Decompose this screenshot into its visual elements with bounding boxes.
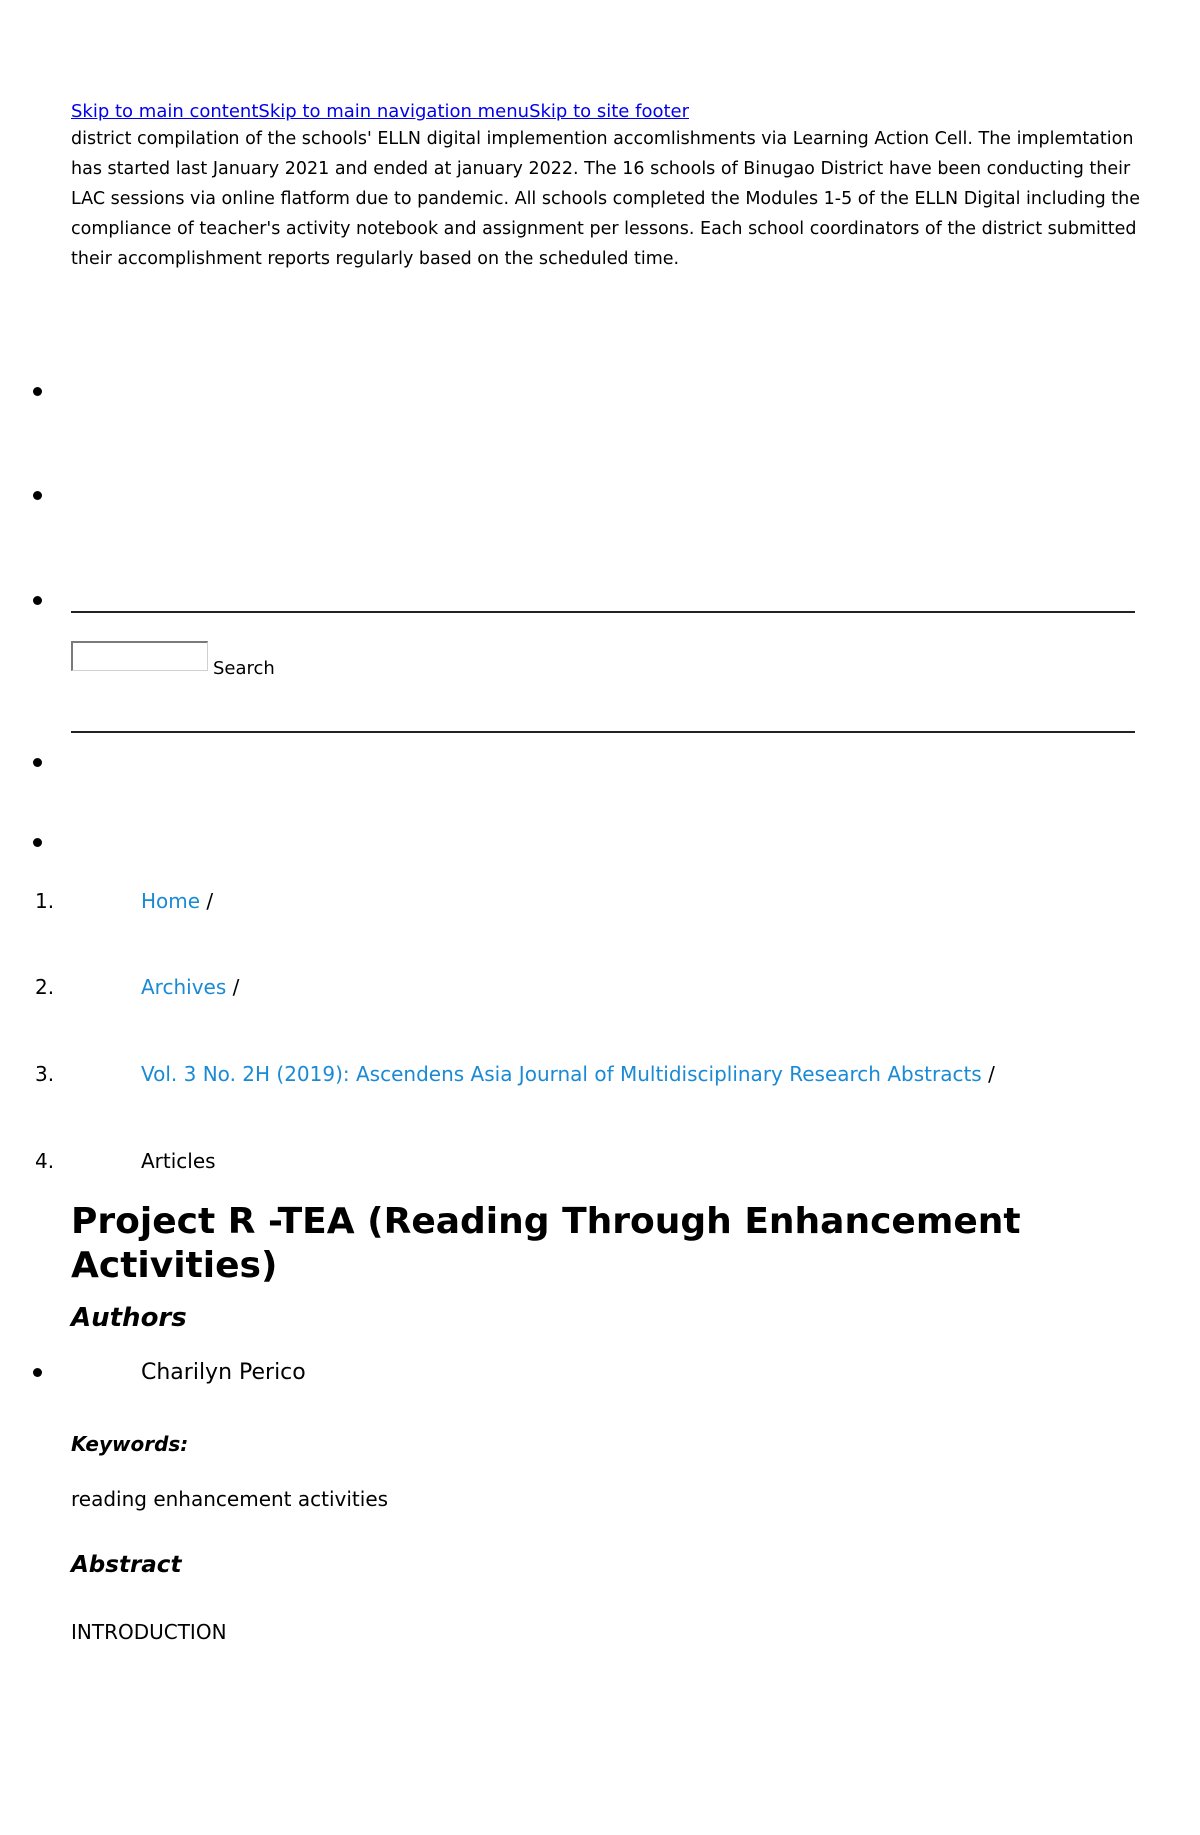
abstract-heading: Abstract xyxy=(71,1552,182,1578)
search-input[interactable] xyxy=(71,641,208,671)
breadcrumb-number: 3. xyxy=(35,1062,55,1086)
breadcrumb-item-issue xyxy=(141,1061,995,1087)
nav-list-bullet xyxy=(33,758,42,767)
search-divider-bottom xyxy=(71,731,1135,733)
keywords-value: reading enhancement activities xyxy=(71,1487,389,1511)
nav-list-bullet xyxy=(33,596,42,605)
breadcrumb-item-home xyxy=(141,888,213,914)
breadcrumb-number: 1. xyxy=(35,889,55,913)
breadcrumb-issue-link[interactable]: Vol. 3 No. 2H (2019): Ascendens Asia Journal of Multidisciplinary Research Abstracts xyxy=(141,1062,982,1086)
nav-list-bullet xyxy=(33,491,42,500)
search-button[interactable]: Search xyxy=(213,658,275,679)
breadcrumb-separator: / xyxy=(232,975,240,999)
author-name: Charilyn Perico xyxy=(141,1360,306,1385)
skip-to-navigation-link[interactable]: Skip to main navigation menu xyxy=(258,101,530,122)
skip-to-footer-link[interactable]: Skip to site footer xyxy=(529,101,689,122)
breadcrumb-home-link[interactable]: Home xyxy=(141,889,201,913)
nav-list-bullet xyxy=(33,838,42,847)
abstract-body: INTRODUCTION xyxy=(71,1620,227,1644)
keywords-heading: Keywords: xyxy=(71,1432,189,1456)
search-divider-top xyxy=(71,611,1135,613)
breadcrumb-number: 4. xyxy=(35,1149,55,1173)
authors-heading: Authors xyxy=(71,1303,187,1333)
nav-list-bullet xyxy=(33,387,42,396)
author-list-bullet xyxy=(33,1368,42,1377)
breadcrumb-archives-link[interactable]: Archives xyxy=(141,975,227,999)
skip-links xyxy=(71,100,689,124)
intro-paragraph: district compilation of the schools' ELLN digital implemention accomlishments via Learning Action Cell. The implemtation has started last January 2021 and ended at january 2022. The 16 schools of Binugao District have been conducting their LAC sessions via online flatform due to pandemic. All schools completed the Modules 1-5 of the ELLN Digital including the compliance of teacher's activity notebook and assignment per lessons. Each school coordinators of the district submitted their accomplishment reports regularly based on the scheduled time. xyxy=(71,129,1141,269)
breadcrumb-number: 2. xyxy=(35,975,55,999)
breadcrumb-separator: / xyxy=(988,1062,995,1086)
article-title: Project R -TEA (Reading Through Enhancement Activities) xyxy=(71,1201,1021,1286)
skip-to-main-content-link[interactable]: Skip to main content xyxy=(71,101,259,122)
breadcrumb-item-archives xyxy=(141,974,239,1000)
breadcrumb-item-current: Articles xyxy=(141,1149,216,1173)
breadcrumb-separator: / xyxy=(206,889,214,913)
